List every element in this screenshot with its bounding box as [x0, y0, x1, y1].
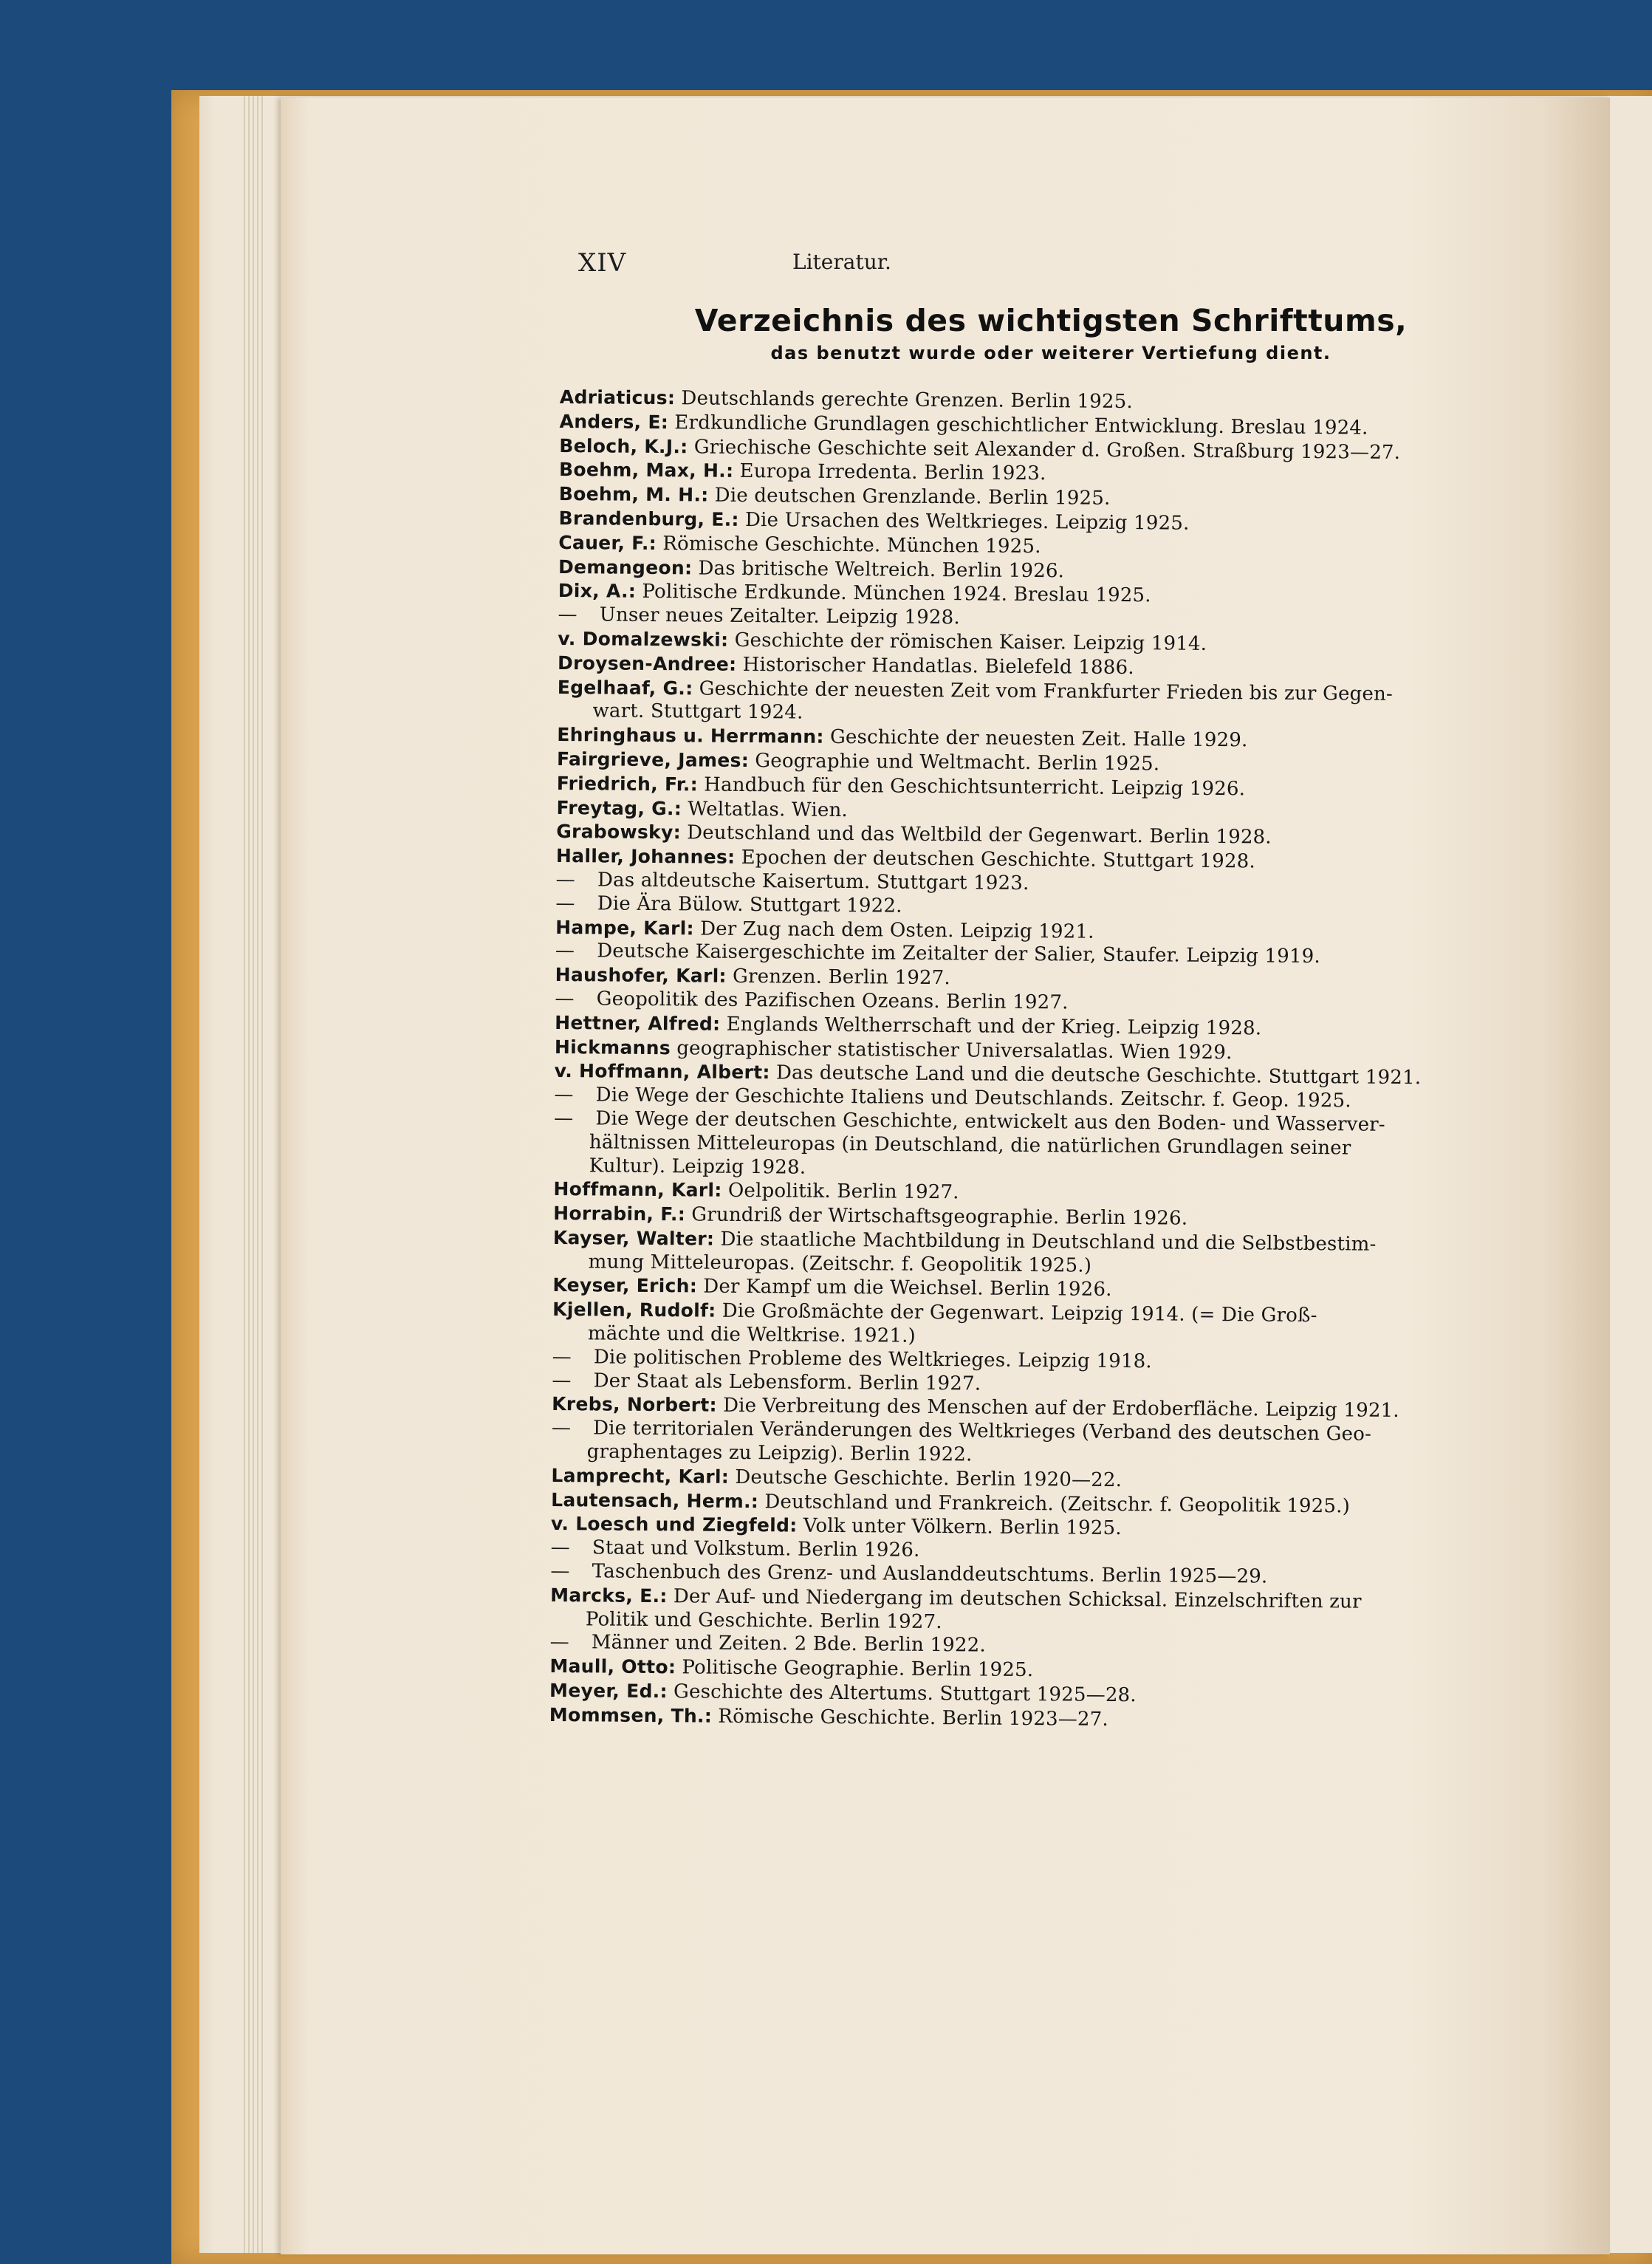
entry-text: mächte und die Weltkrise. 1921.) — [587, 1322, 916, 1347]
entry-text: mung Mitteleuropas. (Zeitschr. f. Geopolitik 1925.) — [588, 1251, 1092, 1277]
ditto-dash: — — [555, 868, 576, 892]
entry-text: Historischer Handatlas. Bielefeld 1886. — [742, 653, 1134, 679]
entry-author: Dix, A.: — [558, 580, 637, 603]
entry-text: Das britische Weltreich. Berlin 1926. — [698, 557, 1065, 582]
entry-author: Horrabin, F.: — [553, 1203, 686, 1225]
bibliography-entry — [557, 676, 1524, 731]
entry-text: Männer und Zeiten. 2 Bde. Berlin 1922. — [591, 1631, 987, 1658]
ditto-dash: — — [555, 987, 575, 1010]
ditto-dash: — — [549, 1631, 570, 1654]
entry-text: Englands Weltherrschaft und der Krieg. Leipzig 1928. — [726, 1013, 1262, 1040]
entry-author: Friedrich, Fr.: — [556, 772, 699, 796]
entry-text: Deutschlands gerechte Grenzen. Berlin 1925. — [681, 387, 1133, 414]
entry-author: Fairgrieve, James: — [556, 748, 750, 771]
entry-text: Die deutschen Grenzlande. Berlin 1925. — [714, 484, 1111, 510]
entry-author: Meyer, Ed.: — [549, 1679, 668, 1703]
entry-text: Römische Geschichte. Berlin 1923—27. — [718, 1705, 1109, 1731]
page-number: XIV — [578, 248, 627, 278]
ditto-dash: — — [558, 603, 577, 626]
running-head — [578, 248, 1538, 278]
entry-author: v. Loesch und Ziegfeld: — [550, 1513, 798, 1537]
entry-text: Deutsche Geschichte. Berlin 1920—22. — [735, 1466, 1123, 1491]
entry-text: Die Wege der deutschen Geschichte, entwickelt aus den Boden- und Wasserver- — [595, 1107, 1385, 1136]
ditto-dash: — — [552, 1345, 572, 1369]
entry-text: Der Kampf um die Weichsel. Berlin 1926. — [703, 1276, 1112, 1302]
entry-text: Die staatliche Machtbildung in Deutschland und die Selbstbestim- — [720, 1228, 1377, 1256]
bibliography-entry — [550, 1584, 1518, 1639]
entry-text: Geopolitik des Pazifischen Ozeans. Berlin 1927. — [596, 988, 1069, 1014]
entry-author: Ehringhaus u. Herrmann: — [557, 724, 824, 748]
entry-text: Staat und Volkstum. Berlin 1926. — [592, 1536, 920, 1562]
entry-text: geographischer statistischer Universalatlas. Wien 1929. — [676, 1036, 1233, 1064]
entry-text: wart. Stuttgart 1924. — [592, 700, 803, 724]
entry-text: Die Ursachen des Weltkrieges. Leipzig 1925. — [744, 508, 1190, 535]
entry-text: Das deutsche Land und die deutsche Geschichte. Stuttgart 1921. — [775, 1061, 1422, 1090]
entry-text: Politische Geographie. Berlin 1925. — [682, 1656, 1034, 1682]
bibliography-entry — [553, 1226, 1521, 1282]
entry-text: Taschenbuch des Grenz- und Auslanddeutschtums. Berlin 1925—29. — [592, 1560, 1268, 1588]
entry-text: Römische Geschichte. München 1925. — [662, 532, 1041, 558]
heading-title: Verzeichnis des wichtigsten Schrifttums, — [694, 303, 1408, 338]
entry-text: Der Auf- und Niedergang im deutschen Schicksal. Einzelschriften zur — [673, 1585, 1362, 1613]
entry-author: v. Domalzewski: — [558, 627, 729, 651]
entry-text: Volk unter Völkern. Berlin 1925. — [803, 1515, 1122, 1540]
entry-author: Haller, Johannes: — [555, 845, 736, 869]
entry-author: Lamprecht, Karl: — [551, 1464, 730, 1488]
entry-author: Kayser, Walter: — [552, 1226, 715, 1250]
heading-subtitle: das benutzt wurde oder weiterer Vertiefung dient. — [770, 343, 1331, 363]
entry-text: Unser neues Zeitalter. Leipzig 1928. — [599, 603, 961, 629]
entry-author: Demangeon: — [558, 555, 693, 578]
entry-text: Geschichte der neuesten Zeit. Halle 1929. — [829, 726, 1248, 752]
entry-text: Grenzen. Berlin 1927. — [732, 965, 951, 990]
entry-text: Deutsche Kaisergeschichte im Zeitalter der Salier, Staufer. Leipzig 1919. — [597, 940, 1321, 968]
entry-text: Deutschland und das Weltbild der Gegenwart. Berlin 1928. — [687, 821, 1272, 849]
entry-author: Cauer, F.: — [558, 531, 657, 554]
entry-text: Der Staat als Lebensform. Berlin 1927. — [593, 1369, 981, 1395]
entry-author: Brandenburg, E.: — [558, 507, 739, 530]
bibliography-entry — [552, 1417, 1519, 1471]
entry-author: Kjellen, Rudolf: — [552, 1299, 716, 1321]
entry-text: Kultur). Leipzig 1928. — [589, 1154, 806, 1179]
entry-text: Grundriß der Wirtschaftsgeographie. Berlin 1926. — [691, 1203, 1188, 1230]
entry-author: Hoffmann, Karl: — [553, 1178, 722, 1202]
entry-author: Marcks, E.: — [550, 1584, 668, 1607]
bibliography-entry — [554, 1107, 1522, 1186]
entry-author: Mommsen, Th.: — [549, 1703, 713, 1727]
entry-author: Freytag, G.: — [556, 796, 682, 819]
entry-text: Die Ära Bülow. Stuttgart 1922. — [597, 892, 902, 917]
entry-text: Weltatlas. Wien. — [688, 797, 849, 821]
entry-text: Erdkundliche Grundlagen geschichtlicher Entwicklung. Breslau 1924. — [674, 411, 1368, 440]
running-title: Literatur. — [792, 250, 891, 274]
entry-author: Droysen-Andree: — [557, 652, 737, 675]
ditto-dash: — — [550, 1536, 571, 1559]
entry-author: Beloch, K.J.: — [559, 434, 688, 457]
ditto-dash: — — [555, 892, 575, 914]
entry-text: Epochen der deutschen Geschichte. Stuttgart 1928. — [741, 847, 1255, 873]
entry-author: Anders, E: — [559, 410, 669, 433]
ditto-dash: — — [554, 1107, 574, 1130]
entry-text: graphentages zu Leipzig). Berlin 1922. — [586, 1440, 973, 1466]
entry-author: Maull, Otto: — [549, 1655, 676, 1678]
entry-author: Haushofer, Karl: — [555, 964, 727, 987]
entry-text: Griechische Geschichte seit Alexander d. Großen. Straßburg 1923—27. — [693, 436, 1401, 464]
ditto-dash: — — [554, 1084, 574, 1107]
entry-author: Keyser, Erich: — [552, 1274, 698, 1297]
entry-text: Politik und Geschichte. Berlin 1927. — [585, 1607, 942, 1633]
entry-author: Egelhaaf, G.: — [557, 676, 693, 699]
ditto-dash: — — [551, 1417, 572, 1440]
entry-text: Politische Erdkunde. München 1924. Breslau 1925. — [642, 581, 1151, 607]
bibliography-entry — [552, 1298, 1520, 1353]
entry-author: v. Hoffmann, Albert: — [554, 1060, 770, 1084]
entry-text: Die Verbreitung des Menschen auf der Erdoberfläche. Leipzig 1921. — [723, 1395, 1399, 1423]
entry-text: Deutschland und Frankreich. (Zeitschr. f. Geopolitik 1925.) — [764, 1490, 1351, 1518]
entry-author: Lautensach, Herm.: — [551, 1488, 759, 1512]
section-heading — [578, 303, 1524, 363]
entry-text: Geographie und Weltmacht. Berlin 1925. — [755, 750, 1160, 776]
entry-text: Die Großmächte der Gegenwart. Leipzig 1914. (= Die Groß- — [722, 1300, 1317, 1327]
ditto-dash: — — [555, 940, 575, 962]
ditto-dash: — — [552, 1369, 572, 1392]
entry-author: Hampe, Karl: — [555, 916, 694, 939]
entry-text: Die territorialen Veränderungen des Weltkrieges (Verband des deutschen Geo- — [593, 1417, 1372, 1446]
entry-author: Adriaticus: — [559, 386, 676, 409]
entry-author: Boehm, Max, H.: — [558, 459, 734, 482]
entry-author: Krebs, Norbert: — [552, 1393, 717, 1417]
entry-author: Hickmanns — [554, 1036, 671, 1059]
entry-text: Das altdeutsche Kaisertum. Stuttgart 1923. — [597, 869, 1029, 895]
entry-text: Oelpolitik. Berlin 1927. — [727, 1180, 959, 1204]
entry-text: Geschichte der römischen Kaiser. Leipzig 1914. — [734, 629, 1207, 655]
entry-text: Geschichte der neuesten Zeit vom Frankfurter Frieden bis zur Gegen- — [699, 677, 1394, 705]
entry-text: Handbuch für den Geschichtsunterricht. Leipzig 1926. — [704, 773, 1246, 801]
bibliography-list — [549, 386, 1527, 1735]
entry-text: hältnissen Mitteleuropas (in Deutschland, die natürlichen Grundlagen seiner — [589, 1131, 1351, 1160]
ditto-dash: — — [550, 1559, 570, 1583]
entry-text: Geschichte des Altertums. Stuttgart 1925—28. — [673, 1680, 1137, 1707]
entry-text: Die politischen Probleme des Weltkrieges. Leipzig 1918. — [593, 1346, 1152, 1373]
entry-author: Grabowsky: — [556, 821, 682, 844]
entry-text: Europa Irredenta. Berlin 1923. — [739, 460, 1046, 485]
entry-author: Hettner, Alfred: — [555, 1011, 721, 1035]
entry-text: Die Wege der Geschichte Italiens und Deutschlands. Zeitschr. f. Geop. 1925. — [595, 1084, 1351, 1112]
entry-author: Boehm, M. H.: — [558, 483, 709, 506]
entry-text: Der Zug nach dem Osten. Leipzig 1921. — [700, 917, 1094, 943]
